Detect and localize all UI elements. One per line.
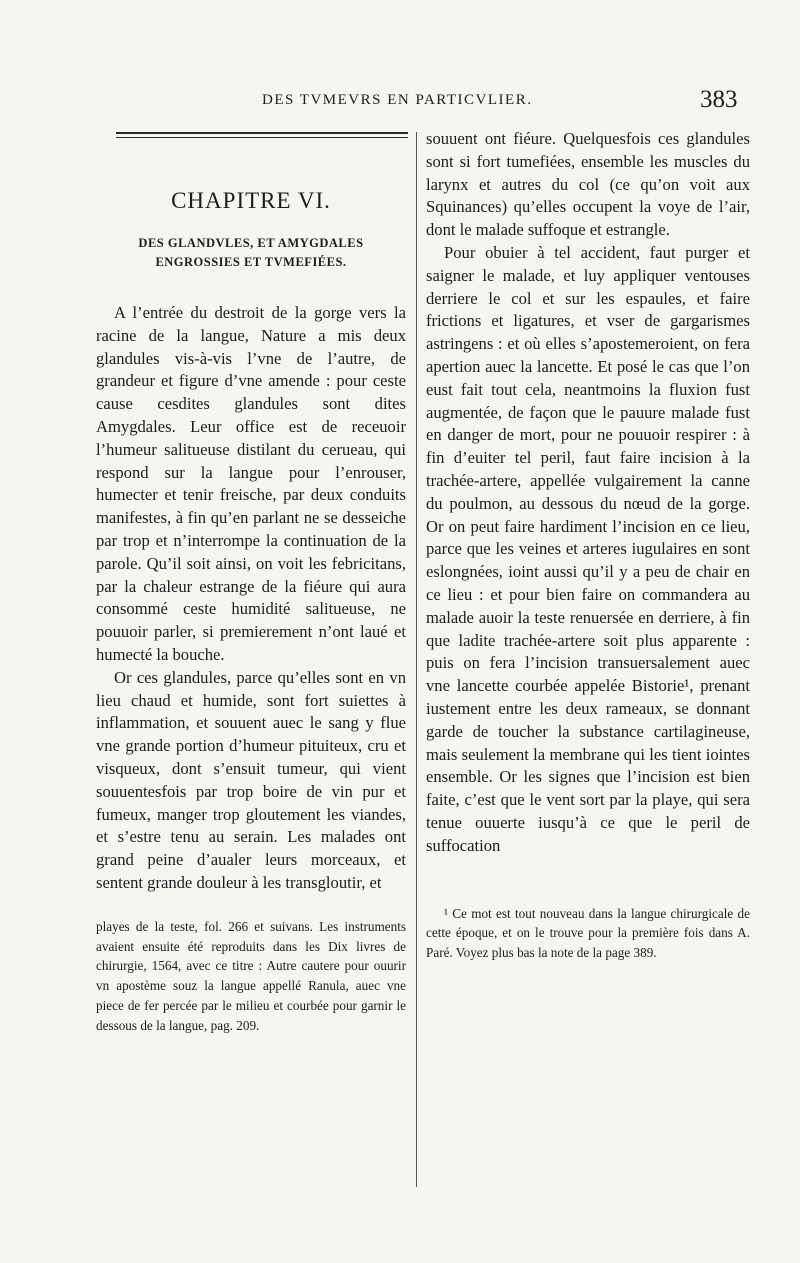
right-column — [426, 128, 750, 963]
page-number: 383 — [700, 86, 738, 113]
page-header — [0, 86, 800, 122]
paragraph: Or ces glandules, parce qu’elles sont en vn lieu chaud et humide, sont fort suiettes à inflammation, et souuent auec le sang y flue vne grande portion d’humeur pituiteux, cru et visqueux, dont s’ensuit tumeur, qui vient souuentesfois par trop boire de vin pur et fumeux, manger trop gloutement les viandes, et s’estre tenu au serain. Les malades ont grand peine d’aualer leurs morceaux, et sentent grande douleur à les transgloutir, et — [96, 667, 406, 892]
running-title: DES TVMEVRS EN PARTICVLIER. — [262, 92, 533, 108]
paragraph: Pour obuier à tel accident, faut purger et saigner le malade, et luy appliquer ventouses derriere le col et sur les espaules, et faire frictions et ligatures, et vser de gargarismes astringens : et où elles s’apostemeroient, on fera apertion auec la lancette. Et posé le cas que l’on eust fait tout cela, neantmoins la fluxion fust augmentée, de façon que le pauure malade fust en danger de mort, pour ne pouuoir respirer : à fin d’euiter tel peril, faut faire incision à la trachée-artere, appellée vulgairement la canne du poulmon, au dessous du nœud de la gorge. Or on peut faire hardiment l’incision en ce lieu, parce que les veines et arteres iugulaires en sont eslongnées, ioint aussi qu’il y a peu de chair en ce lieu : et pour bien faire on commandera au malade auoir la teste renuersée en derriere, à fin que ladite trachée-artere soit plus apparente : puis on fera l’incision transuersalement auec vne lancette courbée appelée Bistorie¹, prenant iustement entre les deux rameaux, se donnant garde de toucher la substance cartilagineuse, mais seulement la membrane qui les tient iointes ensemble. Or les signes que l’incision est bien faite, c’est que le vent sort par la playe, qui sera tenue ouuerte iusqu’à ce que le peril de suffocation — [426, 242, 750, 855]
chapter-title: CHAPITRE VI. — [171, 188, 331, 213]
column-divider — [416, 132, 417, 1187]
left-column — [96, 152, 406, 1036]
chapter-rule-thick — [116, 132, 408, 134]
paragraph: souuent ont fiéure. Quelquesfois ces glandules sont si fort tumefiées, ensemble les muscles du larynx et autres du col (ce qu’on voit aux Squinances) qu’elles occupent la voye de l’air, dont le malade suffoque et estrangle. — [426, 129, 750, 240]
paragraph: A l’entrée du destroit de la gorge vers la racine de la langue, Nature a mis deux glandules vis-à-vis l’vne de l’autre, de grandeur et figure d’vne amende : pour ceste cause cesdites glandules sont dites Amygdales. Leur office est de receuoir l’humeur salitueuse distilant du cerueau, qui respond sur la langue pour l’enrouser, humecter et tenir freische, par deux conduits manifestes, à fin qu’en parlant ne se desseiche par trop et n’interrompe la continuation de la parole. Qu’il soit ainsi, on voit les febricitans, par la chaleur estrange de la fiéure qui aura consommé ceste humidité salitueuse, ne pouuoir parler, si premierement n’ont laué et humecté la bouche. — [96, 303, 406, 664]
chapter-rule-thin — [116, 137, 408, 138]
footnote-continuation: playes de la teste, fol. 266 et suivans. Les instruments avaient ensuite été reproduits dans les Dix livres de chirurgie, 1564, avec ce titre : Autre cautere pour ouurir vn apostème souz la langue appellé Ranula, auec vne piece de fer percée par le milieu et courbée pour garnir le dessous de la langue, pag. 209. — [96, 918, 406, 1033]
footnote: ¹ Ce mot est tout nouveau dans la langue chirurgicale de cette époque, et on le trouve pour la première fois dans A. Paré. Voyez plus bas la note de la page 389. — [426, 905, 750, 961]
chapter-subtitle: DES GLANDVLES, ET AMYGDALES ENGROSSIES ET TVMEFIÉES. — [138, 236, 364, 269]
